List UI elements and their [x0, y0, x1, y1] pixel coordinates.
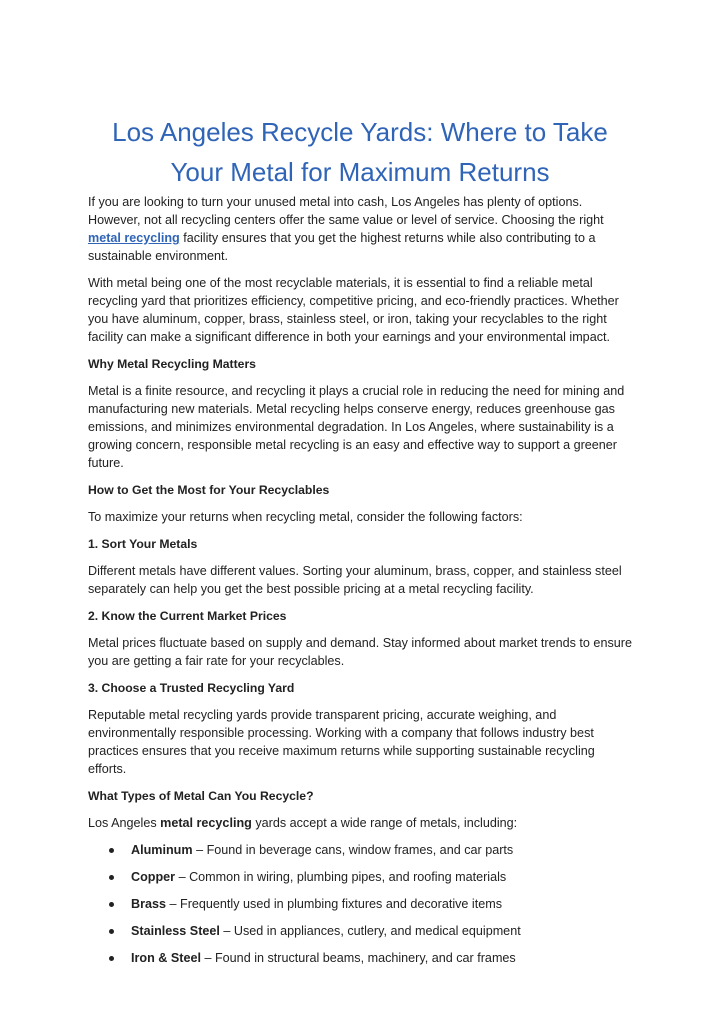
- step-1-paragraph: Different metals have different values. Sorting your aluminum, brass, copper, and stainless steel separately can help you get the best possible pricing at a metal recycling facility.: [88, 564, 622, 596]
- types-heading: What Types of Metal Can You Recycle?: [88, 789, 314, 803]
- list-item: [88, 922, 636, 940]
- list-item: [88, 841, 636, 859]
- step-2-heading: 2. Know the Current Market Prices: [88, 609, 287, 623]
- step-3-heading: 3. Choose a Trusted Recycling Yard: [88, 681, 295, 695]
- step-1-heading: 1. Sort Your Metals: [88, 537, 198, 551]
- how-paragraph: To maximize your returns when recycling metal, consider the following factors:: [88, 510, 523, 524]
- list-item: [88, 949, 636, 967]
- intro-text-end: facility ensures that you get the highest returns while also contributing to a sustainable environment.: [88, 231, 596, 263]
- metal-name: Copper: [131, 870, 176, 884]
- metal-description: – Found in structural beams, machinery, and car frames: [200, 951, 516, 965]
- metal-description: – Frequently used in plumbing fixtures and decorative items: [166, 897, 503, 911]
- metal-description: – Common in wiring, plumbing pipes, and roofing materials: [175, 870, 507, 884]
- types-intro-start: Los Angeles: [88, 816, 161, 830]
- how-heading: How to Get the Most for Your Recyclables: [88, 483, 330, 497]
- metal-recycling-bold: metal recycling: [160, 816, 252, 830]
- bullet-icon: [109, 848, 114, 853]
- article-body: [88, 193, 636, 976]
- list-item: [88, 895, 636, 913]
- paragraph-2: With metal being one of the most recyclable materials, it is essential to find a reliable metal recycling yard that prioritizes efficiency, competitive pricing, and eco-friendly practices. Whether you have aluminum, copper, brass, stainless steel, or iron, taking your recyclables to the right facility can make a significant difference in both your earnings and your environmental impact.: [88, 276, 619, 344]
- why-heading: Why Metal Recycling Matters: [88, 357, 256, 371]
- metal-description: – Found in beverage cans, window frames, and car parts: [192, 843, 514, 857]
- intro-text: If you are looking to turn your unused metal into cash, Los Angeles has plenty of options. However, not all recycling centers offer the same value or level of service. Choosing the right: [88, 195, 604, 227]
- metal-list: [88, 841, 636, 967]
- intro-paragraph: [88, 193, 636, 265]
- metal-recycling-link[interactable]: metal recycling: [88, 231, 180, 245]
- title-line-1: Los Angeles Recycle Yards: Where to Take: [112, 117, 608, 147]
- bullet-icon: [109, 875, 114, 880]
- types-intro-end: yards accept a wide range of metals, including:: [251, 816, 518, 830]
- metal-name: Aluminum: [131, 843, 193, 857]
- metal-name: Iron & Steel: [131, 951, 201, 965]
- metal-description: – Used in appliances, cutlery, and medical equipment: [219, 924, 521, 938]
- bullet-icon: [109, 902, 114, 907]
- why-paragraph: Metal is a finite resource, and recycling it plays a crucial role in reducing the need for mining and manufacturing new materials. Metal recycling helps conserve energy, reduces greenhouse gas emissions, and minimizes environmental degradation. In Los Angeles, where sustainability is a growing concern, responsible metal recycling is an easy and effective way to support a greener future.: [88, 384, 625, 470]
- step-2-paragraph: Metal prices fluctuate based on supply and demand. Stay informed about market trends to ensure you are getting a fair rate for your recyclables.: [88, 636, 632, 668]
- title-line-2: Your Metal for Maximum Returns: [170, 157, 550, 187]
- bullet-icon: [109, 956, 114, 961]
- types-intro: [88, 814, 636, 832]
- bullet-icon: [109, 929, 114, 934]
- metal-name: Stainless Steel: [131, 924, 220, 938]
- page-title: [60, 112, 660, 192]
- step-3-paragraph: Reputable metal recycling yards provide transparent pricing, accurate weighing, and environmentally responsible processing. Working with a company that follows industry best practices ensures that you receive maximum returns while supporting sustainable recycling efforts.: [88, 708, 595, 776]
- list-item: [88, 868, 636, 886]
- metal-name: Brass: [131, 897, 167, 911]
